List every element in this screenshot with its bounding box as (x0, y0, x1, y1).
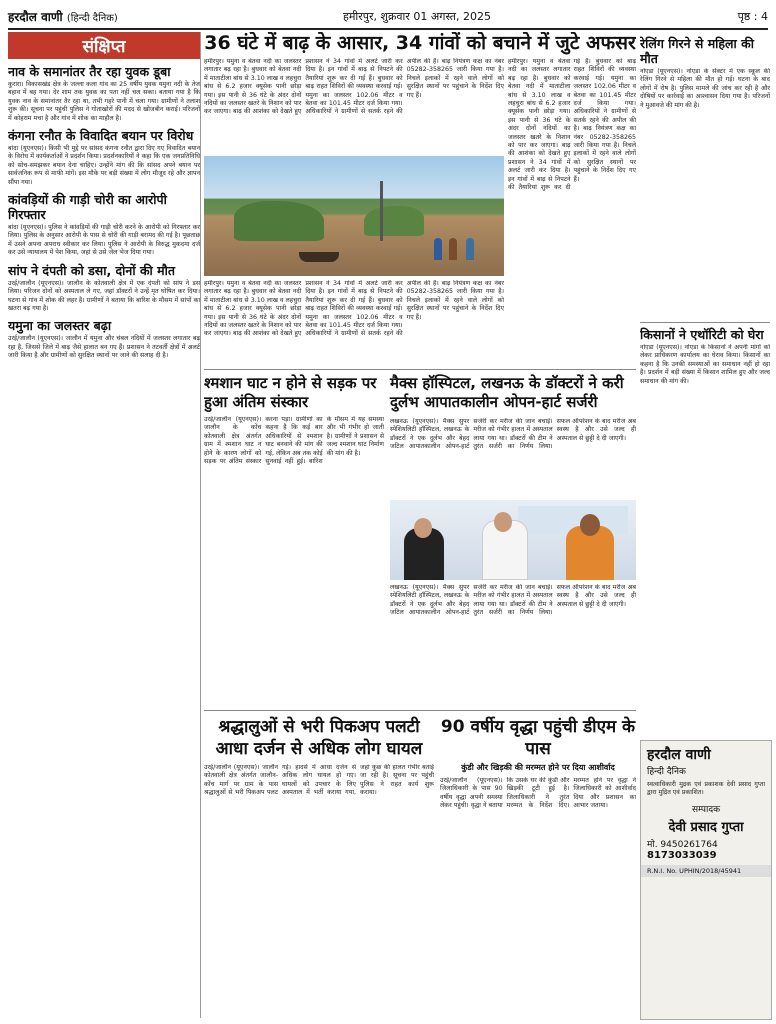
hospital-body-top: लखनऊ (यूएनएस)। मैक्स सुपर स्पेशियलिटी हॉस्पिटल, लखनऊ के डॉक्टरों ने एक दुर्लभ और बेहद जटिल आपातकालीन ओपन-हार्ट सर्जरी कर मरीज की जान बचाई। मरीज को गंभीर हालत में अस्पताल लाया गया था। डॉक्टरों की टीम ने तुरंत सर्जरी का निर्णय लिया। सफल ऑपरेशन के बाद मरीज अब स्वस्थ है और उसे जल्द ही अस्पताल से छुट्टी दे दी जाएगी। (390, 418, 636, 451)
brief-body: उरई/जालौन (यूएनएस)। जालौन में यमुना और चंबल नदियों में जलस्तर लगातार बढ़ रहा है, जिससे जिले में बाढ़ जैसे हालात बन गए हैं। प्रशासन ने तटवर्ती क्षेत्रों में अलर्ट जारी किया है और ग्रामीणों को सुरक्षित स्थानों पर जाने की सलाह दी है। (8, 335, 200, 360)
cremation-story (204, 374, 384, 708)
lead-story (204, 58, 636, 368)
masthead (8, 6, 768, 30)
pickup-story (204, 716, 434, 1016)
masthead-brand: हरदौल वाणी (हिन्दी दैनिक) (8, 10, 118, 24)
elderly-body: उरई/जालौन (यूएनएस)। जिलाधिकारी के पास 90 वर्षीय वृद्धा अपनी समस्या लेकर पहुंची। वृद्धा ने बताया कि उसके घर की कुंडी और खिड़की टूटी हुई है। जिलाधिकारी ने तुरंत मरम्मत के निर्देश दिए। मरम्मत होने पर वृद्धा ने जिलाधिकारी को आशीर्वाद दिया और प्रशासन का आभार जताया। (440, 777, 636, 810)
cremation-body: उरई/जालौन (यूएनएस)। जालौन के कोंच कोतवाली क्षेत्र अंतर्गत ग्राम में श्मशान घाट न होने के कारण लोगों को सड़क पर अंतिम संस्कार करना पड़ा। ग्रामीणों का कहना है कि कई बार अधिकारियों से श्मशान घाट बनवाने की मांग की गई, लेकिन अब तक कोई सुनवाई नहीं हुई। बारिश के मौसम में यह समस्या और भी गंभीर हो जाती है। ग्रामीणों ने प्रशासन से जल्द श्मशान घाट निर्माण की मांग की है। (204, 416, 384, 466)
pickup-body: उरई/जालौन (यूएनएस)। जालौन कोतवाली क्षेत्र अंतर्गत जालौन-कोंच मार्ग पर ग्राम के पास श्रद्धालुओं से भरी पिकअप पलट गई। हादसे में आधा दर्जन से अधिक लोग घायल हो गए। घायलों को उपचार के लिए अस्पताल में भर्ती कराया गया, जहां कुछ की हालत गंभीर बताई जा रही है। सूचना पर पहुंची पुलिस ने राहत कार्य शुरू कराया। (204, 764, 434, 797)
right-body-2: नोएडा (यूएनएस)। नोएडा के किसानों ने अपनी मांगों को लेकर प्राधिकरण कार्यालय का घेराव किया। किसानों का कहना है कि उनकी समस्याओं का समाधान नहीं हो रहा है। प्रदर्शन में बड़ी संख्या में किसान शामिल हुए और जल्द समाधान की मांग की। (640, 344, 770, 385)
publisher-desc: स्वत्वाधिकारी मुद्रक एवं प्रकाशक देवी प्रसाद गुप्ता द्वारा मुद्रित एवं प्रकाशित। (647, 781, 765, 797)
lead-body-top: हमीरपुर। यमुना व बेतवा नदी का जलस्तर लगातार बढ़ रहा है। बुधवार को बेतवा नदी में माताटीला बांध से 3.10 लाख व लहचुरा बांध से 6.2 हजार क्यूसेक पानी छोड़ा गया। इस पानी से 36 घंटे के अंदर दोनों नदियों का जलस्तर खतरे के निशान को पार कर जाएगा। बाढ़ की आशंका को देखते हुए प्रशासन ने 34 गांवों में अलर्ट जारी कर दिया है। इन गांवों में बाढ़ से निपटने की तैयारियां शुरू कर दी गई हैं। बुधवार को बाढ़ राहत शिविरों की व्यवस्था करवाई गई। यमुना का जलस्तर 102.06 मीटर व बेतवा का 101.45 मीटर दर्ज किया गया। अधिकारियों ने ग्रामीणों से सतर्क रहने की अपील की है। बाढ़ नियंत्रण कक्ष का नंबर 05282-358265 जारी किया गया है। निचले इलाकों में रहने वाले लोगों को सुरक्षित स्थानों पर पहुंचाने के निर्देश दिए गए हैं। (204, 58, 504, 116)
editor-tel: मो. 9450261764 (647, 839, 718, 850)
publisher-logo-sub: हिन्दी दैनिक (647, 767, 686, 777)
brief-body: बांदा (यूएनएस)। किसी भी मुद्दे पर सांसद कंगना रनौत द्वारा दिए गए विवादित बयान के विरोध में कार्यकर्ताओं ने प्रदर्शन किया। प्रदर्शनकारियों ने कहा कि एक जनप्रतिनिधि को सोच-समझकर बयान देना चाहिए। उन्होंने मांग की कि सांसद अपने बयान पर सार्वजनिक रूप से माफी मांगें। इस मौके पर बड़ी संख्या में लोग मौजूद रहे और ज्ञापन सौंपा गया। (8, 145, 200, 186)
brief-body: कुरारा। विकासखंड क्षेत्र के जल्ला कला गांव का 25 वर्षीय युवक यमुना नदी के तेज बहाव में बह गया। देर शाम तक युवक का पता नहीं चल सका। बताया गया है कि युवक नाव के समानांतर तैर रहा था, तभी गहरे पानी में चला गया। ग्रामीणों ने तलाश शुरू की। सूचना पर पहुंची पुलिस ने गोताखोरों की मदद से खोजबीन कराई। परिजनों में कोहराम मचा है और गांव में शोक का माहौल है। (8, 81, 200, 122)
publisher-logo: हरदौल वाणी (647, 747, 711, 763)
publisher-box (640, 740, 772, 1020)
hospital-body-bottom: लखनऊ (यूएनएस)। मैक्स सुपर स्पेशियलिटी हॉस्पिटल, लखनऊ के डॉक्टरों ने एक दुर्लभ और बेहद जटिल आपातकालीन ओपन-हार्ट सर्जरी कर मरीज की जान बचाई। मरीज को गंभीर हालत में अस्पताल लाया गया था। डॉक्टरों की टीम ने तुरंत सर्जरी का निर्णय लिया। सफल ऑपरेशन के बाद मरीज अब स्वस्थ है और उसे जल्द ही अस्पताल से छुट्टी दे दी जाएगी। (390, 584, 636, 617)
flood-photo (204, 156, 504, 276)
elderly-story (440, 716, 636, 1016)
right-body-1: नोएडा (यूएनएस)। नोएडा के सेक्टर में एक स्कूल की रेलिंग गिरने से महिला की मौत हो गई। घटना के बाद लोगों में रोष है। पुलिस मामले की जांच कर रही है और दोषियों पर कार्रवाई का आश्वासन दिया गया है। परिजनों ने मुआवजे की मांग की है। (640, 68, 770, 109)
cremation-headline: श्मशान घाट न होने से सड़क पर हुआ अंतिम संस्कार (204, 374, 377, 411)
editor-label: सम्पादक (691, 804, 721, 815)
hospital-headline: मैक्स हॉस्पिटल, लखनऊ के डॉक्टरों ने करी दुर्लभ आपातकालीन ओपन-हार्ट सर्जरी (390, 374, 624, 411)
elderly-headline: 90 वर्षीय वृद्धा पहुंची डीएम के पास (440, 717, 636, 759)
editor-phone: 8173033039 (647, 849, 717, 861)
brief-body: बांदा (यूएनएस)। पुलिस ने कांवड़ियों की गाड़ी चोरी करने के आरोपी को गिरफ्तार कर लिया। पुलिस के अनुसार आरोपी के पास से चोरी की गाड़ी बरामद की गई है। पूछताछ में उसने अपना अपराध स्वीकार कर लिया। पुलिस ने आरोपी के विरुद्ध मुकदमा दर्ज कर उसे न्यायालय में पेश किया, जहां से उसे जेल भेज दिया गया। (8, 224, 200, 257)
section-title: संक्षिप्त (8, 32, 200, 59)
brief-headline: कांवड़ियों की गाड़ी चोरी का आरोपी गिरफ्तार (8, 192, 167, 223)
brief-headline: नाव के समानांतर तैर रहा युवक डूबा (8, 64, 171, 79)
editor-name: देवी प्रसाद गुप्ता (668, 819, 744, 835)
brief-headline: सांप ने दंपती को डसा, दोनों की मौत (8, 262, 175, 278)
brief-body: उरई/जालौन (यूएनएस)। जालौन के कोतवाली क्षेत्र में एक दंपती को सांप ने डस लिया। परिजन दोनों को अस्पताल ले गए, जहां डॉक्टरों ने उन्हें मृत घोषित कर दिया। घटना से गांव में शोक की लहर है। ग्रामीणों ने बताया कि बारिश के मौसम में सांपों का खतरा बढ़ गया है। (8, 279, 200, 312)
pickup-headline: श्रद्धालुओं से भरी पिकअप पलटी आधा दर्जन से अधिक लोग घायल (215, 717, 423, 759)
hospital-story (390, 374, 636, 708)
lead-body-right: हमीरपुर। यमुना व बेतवा नदी का जलस्तर लगातार बढ़ रहा है। बुधवार को बेतवा नदी में माताटीला बांध से 3.10 लाख व लहचुरा बांध से 6.2 हजार क्यूसेक पानी छोड़ा गया। इस पानी से 36 घंटे के अंदर दोनों नदियों का जलस्तर खतरे के निशान को पार कर जाएगा। बाढ़ की आशंका को देखते हुए प्रशासन ने 34 गांवों में अलर्ट जारी कर दिया है। इन गांवों में बाढ़ से निपटने की तैयारियां शुरू कर दी गई हैं। बुधवार को बाढ़ राहत शिविरों की व्यवस्था करवाई गई। यमुना का जलस्तर 102.06 मीटर व बेतवा का 101.45 मीटर दर्ज किया गया। अधिकारियों ने ग्रामीणों से सतर्क रहने की अपील की है। बाढ़ नियंत्रण कक्ष का नंबर 05282-358265 जारी किया गया है। निचले इलाकों में रहने वाले लोगों को सुरक्षित स्थानों पर पहुंचाने के निर्देश दिए गए हैं। (508, 58, 636, 192)
briefs-list (8, 64, 200, 361)
page-number: पृष्ठ : 4 (737, 10, 768, 23)
brief-headline: यमुना का जलस्तर बढ़ा (8, 318, 112, 334)
elderly-subheadline: कुंडी और खिड़की की मरम्मत होने पर दिया आशीर्वाद (461, 763, 615, 772)
lead-headline: 36 घंटे में बाढ़ के आसार, 34 गांवों को बचाने में जुटे अफसर (204, 32, 636, 54)
masthead-date: हमीरपुर, शुक्रवार 01 अगस्त, 2025 (343, 10, 492, 23)
brief-headline: कंगना रनौत के विवादित बयान पर विरोध (8, 128, 194, 144)
right-column (640, 32, 770, 736)
lead-body-bottom: हमीरपुर। यमुना व बेतवा नदी का जलस्तर लगातार बढ़ रहा है। बुधवार को बेतवा नदी में माताटीला बांध से 3.10 लाख व लहचुरा बांध से 6.2 हजार क्यूसेक पानी छोड़ा गया। इस पानी से 36 घंटे के अंदर दोनों नदियों का जलस्तर खतरे के निशान को पार कर जाएगा। बाढ़ की आशंका को देखते हुए प्रशासन ने 34 गांवों में अलर्ट जारी कर दिया है। इन गांवों में बाढ़ से निपटने की तैयारियां शुरू कर दी गई हैं। बुधवार को बाढ़ राहत शिविरों की व्यवस्था करवाई गई। यमुना का जलस्तर 102.06 मीटर व बेतवा का 101.45 मीटर दर्ज किया गया। अधिकारियों ने ग्रामीणों से सतर्क रहने की अपील की है। बाढ़ नियंत्रण कक्ष का नंबर 05282-358265 जारी किया गया है। निचले इलाकों में रहने वाले लोगों को सुरक्षित स्थानों पर पहुंचाने के निर्देश दिए गए हैं। (204, 280, 504, 338)
center-area (204, 32, 636, 1018)
right-head-2: किसानों ने एथॉरिटी को घेरा (640, 327, 764, 342)
left-column (8, 32, 201, 1018)
hospital-photo (390, 500, 636, 580)
rni-number: R.N.I. No. UPHIN/2018/45941 (641, 865, 771, 877)
right-head-1: रेलिंग गिरने से महिला की मौत (640, 36, 754, 66)
